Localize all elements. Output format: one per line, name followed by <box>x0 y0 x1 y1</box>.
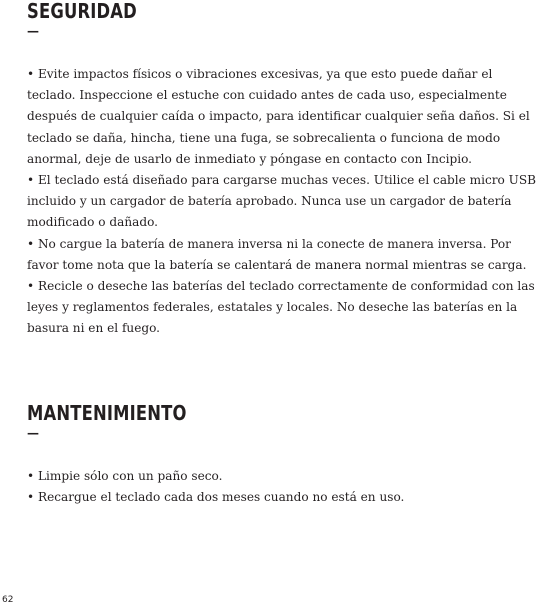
safety-item-recycling: • Recicle o deseche las baterías del teclado correctamente de conformidad con las leyes y reglamentos federales, estatales y locales. No deseche las baterías en la basura ni en el fuego. <box>27 279 535 336</box>
maintenance-section <box>27 402 543 508</box>
maintenance-heading: MANTENIMIENTO <box>27 401 187 425</box>
safety-item-charging: • El teclado está diseñado para cargarse muchas veces. Utilice el cable micro USB incluido y un cargador de batería aprobado. Nunca use un cargador de batería modificado o dañado. <box>27 173 537 230</box>
safety-heading: SEGURIDAD <box>27 0 137 23</box>
safety-list <box>27 64 543 340</box>
maintenance-item-recharge: • Recargue el teclado cada dos meses cuando no está en uso. <box>27 490 405 505</box>
safety-item-impacts: • Evite impactos físicos o vibraciones excesivas, ya que esto puede dañar el teclado. Inspeccione el estuche con cuidado antes de cada uso, especialmente después de cualquier caída o impacto, para identificar cualquier seña daños. Si el teclado se daña, hincha, tiene una fuga, se sobrecalienta o funciona de modo anormal, deje de usarlo de inmediato y póngase en contacto con Incipio. <box>27 67 530 166</box>
safety-section <box>27 0 543 340</box>
safety-heading-dash: — <box>27 24 39 38</box>
maintenance-list <box>27 466 543 508</box>
maintenance-item-clean: • Limpie sólo con un paño seco. <box>27 469 223 483</box>
page-number: 62 <box>2 595 14 605</box>
maintenance-heading-dash: — <box>27 426 39 440</box>
safety-item-reverse-charge: • No cargue la batería de manera inversa ni la conecte de manera inversa. Por favor tome nota que la batería se calentará de manera normal mientras se carga. <box>27 236 527 272</box>
